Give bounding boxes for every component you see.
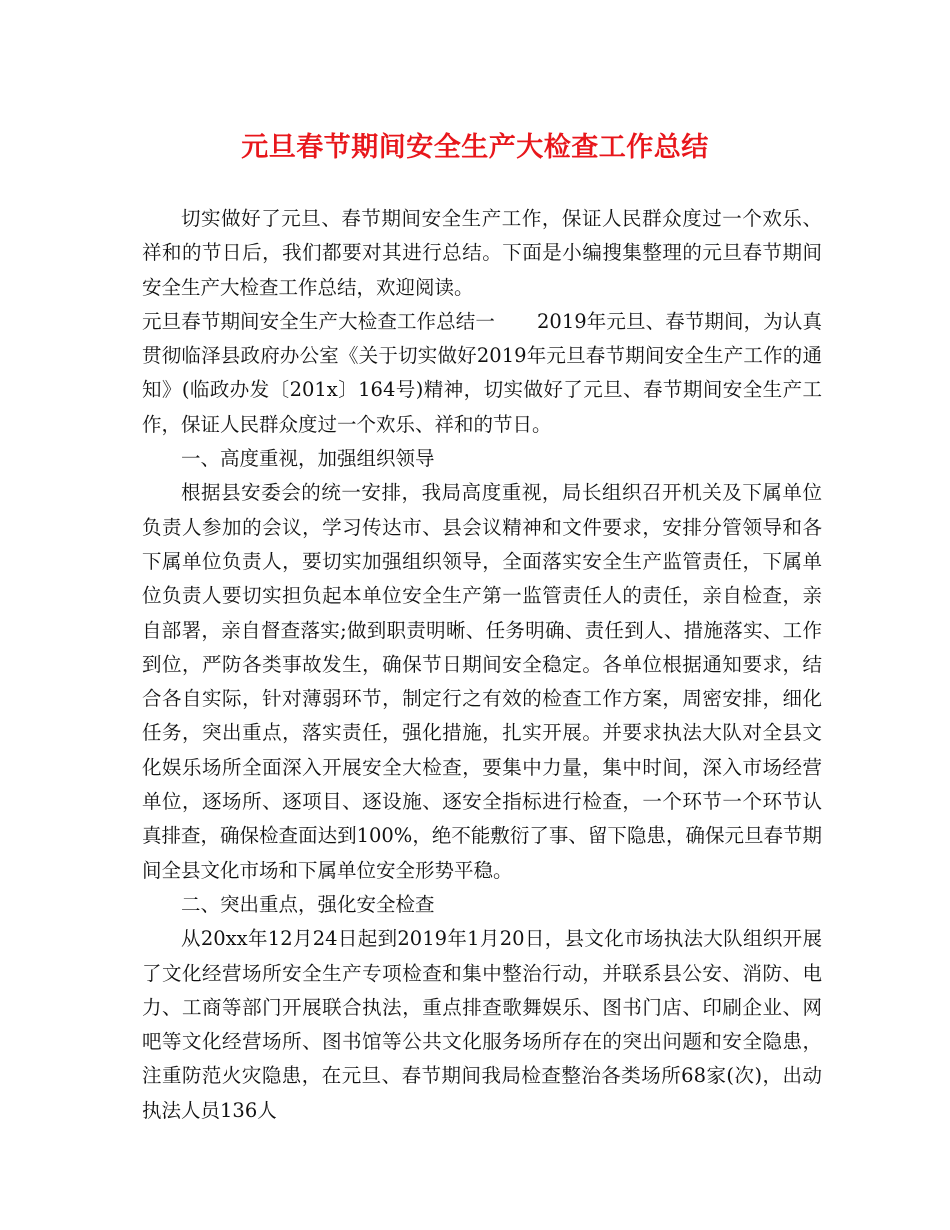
document-title: 元旦春节期间安全生产大检查工作总结 bbox=[241, 132, 709, 163]
heading-2: 二、突出重点，强化安全检查 bbox=[181, 892, 435, 916]
intro-paragraph: 切实做好了元旦、春节期间安全生产工作，保证人民群众度过一个欢乐、祥和的节日后，我们都要对其进行总结。下面是小编搜集整理的元旦春节期间安全生产大检查工作总结，欢迎阅读。 bbox=[142, 207, 822, 299]
section-intro: 2019年元旦、春节期间，为认真贯彻临泽县政府办公室《关于切实做好2019年元旦春节期间安全生产工作的通知》(临政办发〔201x〕164号)精神，切实做好了元旦、春节期间安全生产工作，保证人民群众度过一个欢乐、祥和的节日。 bbox=[142, 309, 822, 436]
document-body bbox=[142, 202, 822, 1128]
paragraph-1: 根据县安委会的统一安排，我局高度重视，局长组织召开机关及下属单位负责人参加的会议，学习传达市、县会议精神和文件要求，安排分管领导和各下属单位负责人，要切实加强组织领导，全面落实安全生产监管责任，下属单位负责人要切实担负起本单位安全生产第一监管责任人的责任，亲自检查，亲自部署，亲自督查落实;做到职责明晰、任务明确、责任到人、措施落实、工作到位，严防各类事故发生，确保节日期间安全稳定。各单位根据通知要求，结合各自实际，针对薄弱环节，制定行之有效的检查工作方案，周密安排，细化任务，突出重点，落实责任，强化措施，扎实开展。并要求执法大队对全县文化娱乐场所全面深入开展安全大检查，要集中力量，集中时间，深入市场经营单位，逐场所、逐项目、逐设施、逐安全指标进行检查，一个环节一个环节认真排查，确保检查面达到100%，绝不能敷衍了事、留下隐患，确保元旦春节期间全县文化市场和下属单位安全形势平稳。 bbox=[142, 481, 822, 882]
heading-1: 一、高度重视，加强组织领导 bbox=[181, 447, 435, 471]
paragraph-2: 从20xx年12月24日起到2019年1月20日，县文化市场执法大队组织开展了文化经营场所安全生产专项检查和集中整治行动，并联系县公安、消防、电力、工商等部门开展联合执法，重点排查歌舞娱乐、图书门店、印刷企业、网吧等文化经营场所、图书馆等公共文化服务场所存在的突出问题和安全隐患，注重防范火灾隐患，在元旦、春节期间我局检查整治各类场所68家(次)，出动执法人员136人 bbox=[142, 927, 822, 1122]
section-paragraph bbox=[142, 305, 822, 442]
section-label: 元旦春节期间安全生产大检查工作总结一 bbox=[142, 309, 496, 333]
